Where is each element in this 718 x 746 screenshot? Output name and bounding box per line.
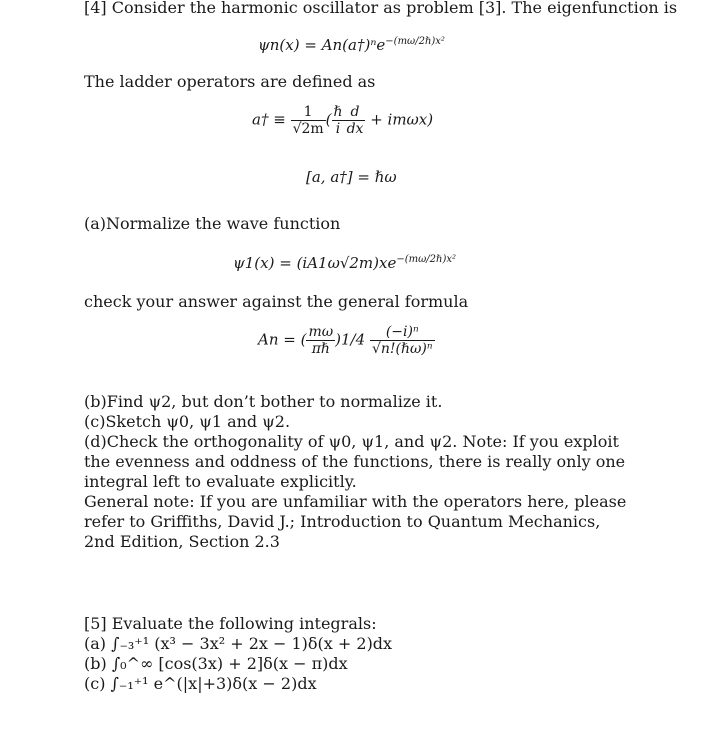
ladder-prefactor-num: 1	[291, 104, 326, 121]
An-mw: mω	[308, 324, 334, 340]
ladder-prefactor	[291, 104, 326, 137]
An-equation	[258, 324, 435, 357]
ladder-prefactor-den: √2m	[292, 121, 324, 137]
parts-b-c-d	[84, 392, 629, 552]
eigenfunction-exponent: −(mω/2ℏ)x²	[385, 36, 445, 47]
ladder-lhs: a† ≡	[252, 110, 286, 129]
ladder-intro: The ladder operators are defined as	[84, 72, 376, 91]
part-d-text: (d)Check the orthogonality of ψ0, ψ1, and ψ2. Note: If you exploit the evenness and oddness of the functions, there is really only one integral left to evaluate explicitly.	[84, 432, 626, 491]
An-sqrt-nfact: √n!(ℏω)ⁿ	[371, 341, 433, 357]
An-power: )1/4	[335, 330, 366, 349]
general-note: General note: If you are unfamiliar with the operators here, please refer to Griffiths, David J.; Introduction to Quantum Mechanics, 2nd Edition, Section 2.3	[84, 492, 627, 551]
psi1-exponent: −(mω/2ℏ)x²	[396, 254, 456, 265]
check-text: check your answer against the general formula	[84, 292, 469, 311]
ladder-dx: dx	[346, 121, 364, 137]
An-mw-over-pihbar	[306, 324, 335, 357]
ladder-d: d	[345, 104, 366, 121]
part-b-text: (b)Find ψ2, but don’t bother to normalize it.	[84, 392, 443, 411]
psi1-main: ψ1(x) = (iA1ω√2m)xe	[233, 254, 397, 272]
problem5	[84, 614, 629, 694]
psi1-equation	[233, 254, 456, 272]
ladder-i: i	[335, 121, 341, 137]
An-minus-i-n: (−i)ⁿ	[370, 324, 435, 341]
ladder-open-paren: (	[325, 110, 332, 129]
ladder-hbar: ℏ	[333, 104, 343, 120]
eigenfunction-equation	[258, 36, 445, 54]
ladder-rest: + imωx)	[370, 110, 434, 129]
An-pihbar: πℏ	[311, 341, 330, 357]
part-c-text: (c)Sketch ψ0, ψ1 and ψ2.	[84, 412, 291, 431]
An-second-fraction	[370, 324, 435, 357]
ladder-hbar-over-i	[332, 104, 345, 137]
eigenfunction-main: ψn(x) = An(a†)ⁿe	[258, 36, 386, 54]
integral-c: (c) ∫₋₁⁺¹ e^(|x|+3)δ(x − 2)dx	[84, 674, 317, 693]
problem5-intro: [5] Evaluate the following integrals:	[84, 614, 377, 633]
integral-b: (b) ∫₀^∞ [cos(3x) + 2]δ(x − π)dx	[84, 654, 348, 673]
integral-a: (a) ∫₋₃⁺¹ (x³ − 3x² + 2x − 1)δ(x + 2)dx	[84, 634, 393, 653]
problem4-intro: [4] Consider the harmonic oscillator as problem [3]. The eigenfunction is	[84, 0, 678, 17]
commutator-equation: [a, a†] = ℏω	[306, 168, 397, 186]
An-lhs: An = (	[258, 330, 307, 349]
ladder-operator-equation	[252, 104, 433, 137]
part-a-text: (a)Normalize the wave function	[84, 214, 341, 233]
ladder-d-dx	[345, 104, 366, 137]
